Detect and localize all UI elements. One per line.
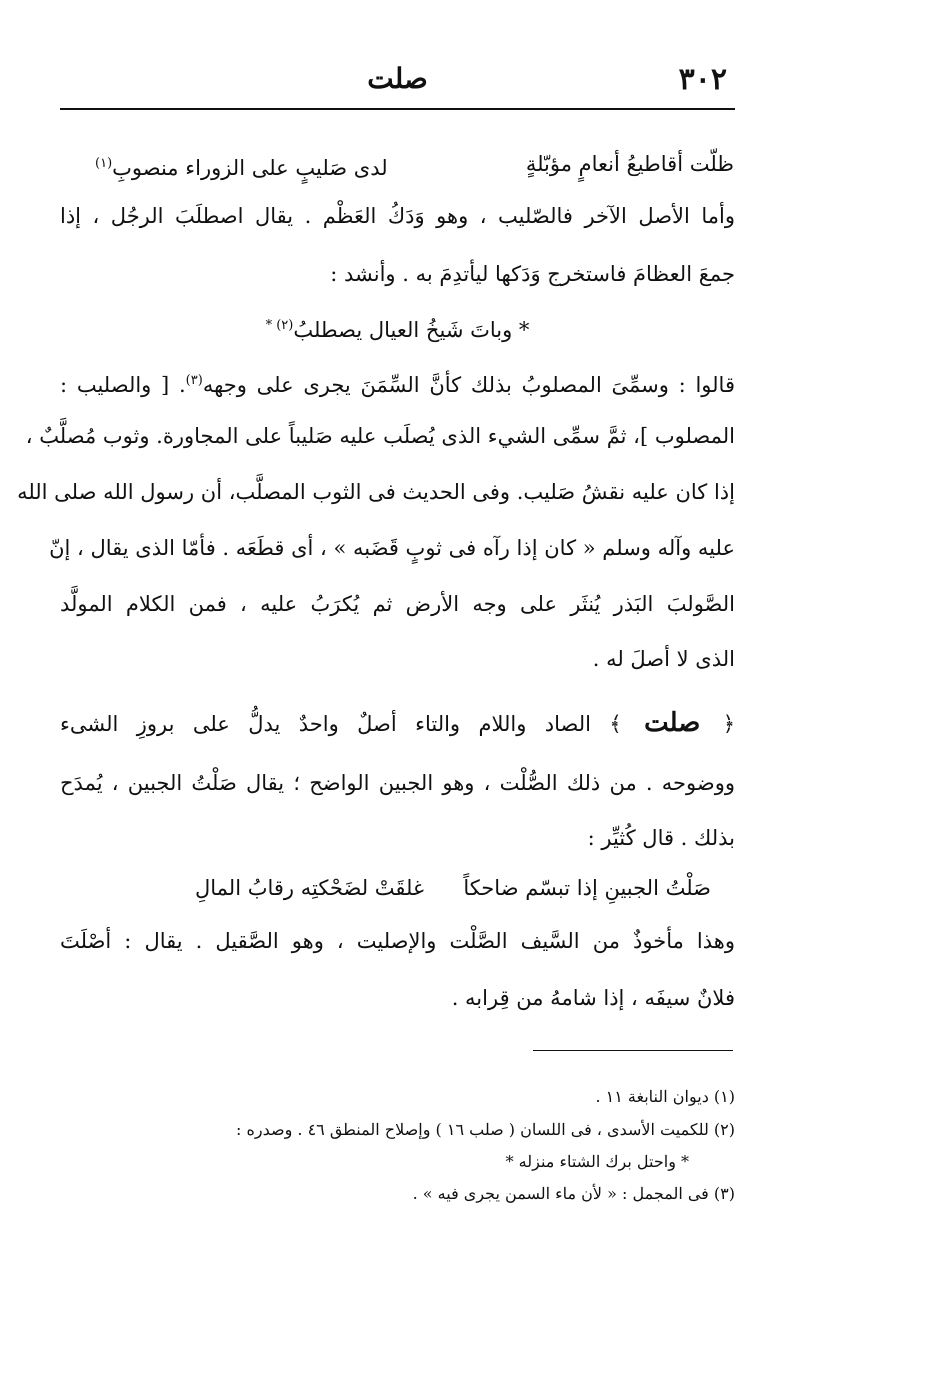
text-line: الصَّولبَ البَذر يُنثَر على وجه الأرض ثم يُكرَبُ عليه ، فمن الكلام المولَّد [60,592,735,616]
text-line: جمعَ العظامَ فاستخرج وَدَكها ليأتدِمَ به . وأنشد : [330,262,735,286]
footnote-2-verse: * واحتل برك الشتاء منزله * [505,1152,689,1171]
text-line: فلانٌ سيفَه ، إذا شامهُ من قِرابه . [451,986,735,1010]
entry-headword-open: ﴿ [704,712,735,736]
page-number: ٣٠٢ [678,62,727,97]
text-line: إذا كان عليه نقشُ صَليب. وفى الحديث فى الثوب المصلَّب، أن رسول الله صلى الله [17,480,735,504]
footnote-1: (١) ديوان النابغة ١١ . [595,1087,735,1106]
entry-headword: صلت [644,708,701,738]
text-line: بذلك . قال كُثيِّر : [587,826,735,850]
footnote-ref-2: (٢) * [265,318,294,333]
text-line: وأما الأصل الآخر فالصّليب ، وهو وَدَكُ العَظْم . يقال اصطلَبَ الرجُل ، إذا [60,204,735,228]
text-line: عليه وآله وسلم « كان إذا رآه فى ثوبٍ قَضَبه » ، أى قطَعَه . فأمّا الذى يقال ، إنّ [49,536,735,560]
entry-line: ﴿ صلت ﴾ الصاد واللام والتاء أصلٌ واحدٌ يدلُّ على بروزِ الشىء [60,708,735,738]
text-line: المصلوب ]، ثمَّ سمِّى الشيء الذى يُصلَب عليه صَليباً على المجاورة. وثوب مُصلَّبٌ ، [25,424,735,448]
footnote-2: (٢) للكميت الأسدى ، فى اللسان ( صلب ١٦ ) وإصلاح المنطق ٤٦ . وصدره : [236,1120,735,1139]
verse-3-first-hemistich: صَلْتُ الجبينِ إذا تبسّم ضاحكاً [463,876,711,900]
entry-headword-close: ﴾ [590,712,641,736]
running-title: صلت [367,62,428,95]
footnote-ref-3: (٣) [185,373,203,388]
quoted-verse: * وباتَ شَيخُ العيال يصطلبُ$^{(٢) *}$ [265,318,530,342]
footnote-3: (٣) فى المجمل : « لأن ماء السمن يجرى فيه » . [412,1184,735,1203]
verse-1-first-hemistich: ظلّت أقاطيعُ أنعامٍ مؤبّلةٍ [525,152,734,176]
text-line: وهذا مأخوذٌ من السَّيف الصَّلْت والإصليت ، وهو الصَّقيل . يقال : أصْلَتَ [60,929,735,953]
text-line: قالوا : وسمِّىَ المصلوبُ بذلك كأنَّ السِّمَنَ يجرى على وجهه$^{(٣)}$. [ والصليب : [60,373,735,397]
header-rule [60,108,735,110]
text-line: الذى لا أصلَ له . [592,647,735,671]
footnote-rule [533,1050,733,1051]
page-header [60,62,735,102]
verse-3-second-hemistich: غلقَتْ لضَحْكتِه رقابُ المالِ [195,876,424,900]
text-line: ووضوحه . من ذلك الصُّلْت ، وهو الجبين الواضح ؛ يقال صَلْتُ الجبين ، يُمدَح [60,771,735,795]
verse-1-second-hemistich: لدى صَليبٍ على الزوراء منصوبِ$^{(١)}$ [95,156,388,180]
footnote-ref-1: (١) [95,156,113,171]
